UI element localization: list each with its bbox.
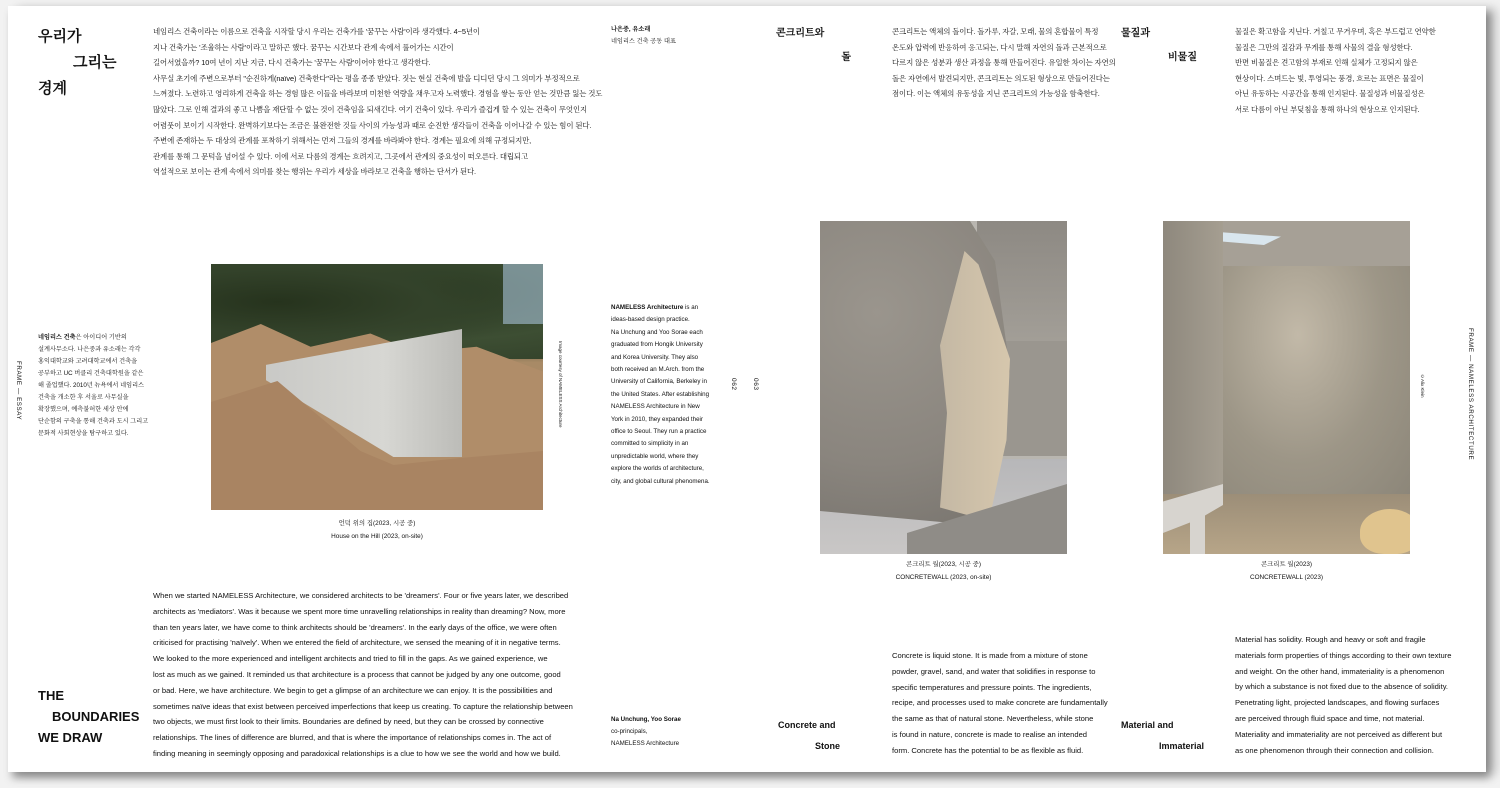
text-line: 서로 다름이 아닌 부딪침을 통해 하나의 현상으로 인지된다. — [1235, 104, 1420, 114]
text-line: city, and global cultural phenomena. — [611, 477, 710, 485]
text-line: We looked to the more experienced and intelligent architects and tried to fill in the gaps. As we gained experience, we — [153, 654, 548, 664]
caption-korean: 콘크리트 월(2023, 시공 중) — [906, 561, 981, 568]
text-line: powder, gravel, sand, and water that solidifies in response to — [892, 666, 1096, 676]
text-line: recipe, and processes used to make concrete are fundamentally — [892, 698, 1108, 708]
text-line: Na Unchung and Yoo Sorae each — [611, 328, 703, 336]
bio-korean — [38, 332, 148, 440]
text-line: 은 아이디어 기반의 — [75, 334, 127, 341]
text-line: 다르지 않은 성분과 생산 과정을 통해 만들어진다. 유일한 차이는 자연의 — [892, 58, 1116, 68]
text-line: form. Concrete has the potential to be as flexible as fluid. — [892, 745, 1084, 755]
text-line: 사무실 초기에 주변으로부터 "순진하게(naïve) 건축한다"라는 평을 종종 받았다. 짓는 현실 건축에 발을 디디던 당시 그 의미가 부정적으로 — [153, 73, 580, 83]
text-line: ideas-based design practice. — [611, 316, 690, 324]
title-line: Concrete and — [778, 720, 836, 730]
photo-concretewall — [1163, 221, 1410, 554]
photo-credit: Image courtesy of NAMELESS Architecture — [558, 341, 563, 428]
photo-credit: ©Alix Klein — [1420, 374, 1425, 398]
title-line: 비물질 — [1168, 52, 1197, 63]
title-line: Material and — [1121, 720, 1174, 730]
author-role: co-principals, — [611, 728, 648, 735]
text-line: 공부하고 UC 버클리 건축대학원을 같은 — [38, 370, 144, 377]
author-english — [611, 714, 681, 750]
title-korean — [38, 24, 116, 102]
text-line: Materiality and immateriality are not perceived as different but — [1235, 729, 1443, 739]
text-line: as one phenomenon through their connection and collision. — [1235, 745, 1434, 755]
text-line: or bad. Here, we have architecture. We begin to get a glimpse of an architecture we can enjoy. It is the possibilities and — [153, 685, 553, 695]
section1-title-english — [778, 715, 840, 757]
text-line: office to Seoul. They run a practice — [611, 428, 707, 436]
title-line: Immaterial — [1158, 741, 1204, 751]
text-line: are perceived through fluid space and time, not material. — [1235, 713, 1425, 723]
title-english — [38, 685, 139, 748]
text-line: materials form properties of things according to their own texture — [1235, 650, 1452, 660]
text-line: 느껴졌다. 노련하고 영리하게 건축을 하는 경험 많은 이들을 바라보며 미천한 역량을 채우고자 노력했다. 경험을 쌓는 동안 얻는 것만큼 잃는 것도 — [153, 89, 603, 99]
text-line: is found in nature, concrete is made to realise an intended — [892, 729, 1088, 739]
title-line: 그리는 — [73, 54, 117, 71]
text-line: by which a substance is not fixed due to the absence of solidity. — [1235, 682, 1449, 692]
author-org: NAMELESS Architecture — [611, 740, 680, 747]
essay-body-english — [153, 588, 573, 762]
title-line: 우리가 — [38, 28, 82, 45]
text-line: 홍익대학교와 고려대학교에서 건축을 — [38, 358, 138, 365]
text-line: 건축을 개소한 후 서울로 사무실을 — [38, 394, 129, 401]
text-line: committed to simplicity in an — [611, 440, 689, 448]
title-line: THE — [38, 688, 64, 703]
magazine-spread — [8, 6, 1486, 772]
bio-english — [611, 302, 710, 488]
title-line: WE DRAW — [38, 730, 103, 745]
text-line: is an — [683, 304, 699, 311]
section2-body-korean — [1235, 24, 1436, 118]
author-korean — [611, 24, 676, 48]
text-line: criticised for practising 'naïvely'. When we entered the field of architecture, we sensed the meaning of it in negative terms. — [153, 638, 561, 648]
text-line: 온도와 압력에 반응하여 응고되는, 다시 말해 자연의 돌과 근본적으로 — [892, 42, 1107, 52]
photo-caption — [1163, 558, 1410, 584]
photo-concretewall-onsite — [820, 221, 1067, 554]
text-line: and weight. On the other hand, immateriality is a phenomenon — [1235, 666, 1445, 676]
text-line: 역설적으로 보이는 관계 속에서 의미를 찾는 행위는 우리가 세상을 바라보고 건축을 행하는 단서가 된다. — [153, 167, 477, 177]
section2-title-english — [1121, 715, 1204, 757]
text-line: sometimes naïve ideas that exist between perceived imperfections that keep us creating. To capture the relationship between — [153, 701, 573, 711]
caption-english: CONCRETEWALL (2023, on-site) — [895, 574, 992, 581]
text-line: 물질은 확고함을 지닌다. 거칠고 무거우며, 혹은 부드럽고 연약한 — [1235, 27, 1436, 36]
caption-english: CONCRETEWALL (2023) — [1249, 574, 1324, 581]
text-line: unpredictable world, where they — [611, 452, 699, 460]
text-line: two objects, we must first look to their limits. Boundaries are defined by need, but they can be crossed by connective — [153, 717, 544, 727]
title-line: 경계 — [38, 80, 67, 97]
text-line: 아닌 유동하는 시공간을 통해 인지된다. 물질성과 비물질성은 — [1235, 89, 1425, 99]
running-head-right: FRAME — NAMELESS ARCHITECTURE — [1467, 328, 1474, 461]
text-line: York in 2010, they expanded their — [611, 415, 703, 423]
bio-bold: 네임리스 건축 — [38, 334, 76, 341]
text-line: architects as 'mediators'. Was it because we spent more time unravelling relationships in reality than dreaming? Now, more — [153, 606, 566, 616]
author-role: 네임리스 건축 공동 대표 — [611, 38, 676, 45]
text-line: finding meaning in seemingly opposing and paradoxical relationships is a clue to how we see the world and how we build. — [153, 748, 561, 758]
text-line: 문화적 사회현상을 탐구하고 있다. — [38, 430, 129, 437]
photo-caption — [820, 558, 1067, 584]
photo-house-on-the-hill — [211, 264, 543, 510]
text-line: 어렴풋이 보이기 시작한다. 완벽하기보다는 조금은 불완전한 것들 사이의 가능성과 때로 순진한 생각들이 건축을 이어나갈 수 있는 힘이 된다. — [153, 120, 592, 130]
text-line: 설계사무소다. 나은중과 유소래는 각각 — [38, 346, 141, 353]
text-line: 물질은 그만의 질감과 무게를 통해 사물의 결을 형성한다. — [1235, 42, 1413, 52]
text-line: 관계를 통해 그 문턱을 넘어설 수 있다. 이에 서로 다름의 경계는 흐려지고, 그곳에서 관계의 중요성이 떠오른다. 대립되고 — [153, 151, 529, 161]
title-line: 돌 — [841, 52, 851, 63]
text-line: 콘크리트는 액체의 돌이다. 돌가루, 자갈, 모래, 물의 혼합물이 특정 — [892, 27, 1099, 36]
page-number-left: 062 — [730, 378, 737, 391]
text-line: Penetrating light, projected landscapes, and flowing surfaces — [1235, 698, 1440, 708]
text-line: 많았다. 그로 인해 결과의 좋고 나쁨을 재단할 수 없는 것이 건축임을 되새긴다. 여기 건축이 있다. 우리가 즐겁게 할 수 있는 건축이 무엇인지 — [153, 104, 588, 114]
text-line: 현상이다. 스며드는 빛, 투영되는 풍경, 흐르는 표면은 물질이 — [1235, 73, 1424, 83]
title-line: 물질과 — [1121, 28, 1150, 39]
section1-body-korean — [892, 24, 1116, 102]
text-line: lost as much as we gained. It reminded us that architecture is a process that cannot be judged by any one outcome, good — [153, 669, 561, 679]
text-line: both received an M.Arch. from the — [611, 366, 705, 374]
text-line: the same as that of natural stone. Nevertheless, while stone — [892, 714, 1094, 724]
photo-caption — [211, 517, 543, 543]
author-names: Na Unchung, Yoo Sorae — [611, 716, 681, 723]
title-line: BOUNDARIES — [52, 709, 140, 724]
text-line: the United States. After establishing — [611, 390, 710, 398]
running-head-left: FRAME — ESSAY — [15, 361, 22, 421]
text-line: 주변에 존재하는 두 대상의 관계를 포착하기 위해서는 먼저 그들의 경계를 바라봐야 한다. 경계는 필요에 의해 규정되지만, — [153, 136, 532, 146]
text-line: and Korea University. They also — [611, 353, 699, 361]
text-line: 반면 비물질은 견고함의 부재로 인해 실체가 고정되지 않은 — [1235, 58, 1418, 68]
text-line: 길어서였을까? 10여 년이 지난 지금, 다시 건축가는 '꿈꾸는 사람'이어야 한다고 생각한다. — [153, 58, 431, 68]
text-line: NAMELESS Architecture in New — [611, 403, 700, 411]
caption-korean: 언덕 위의 집(2023, 시공 중) — [338, 520, 416, 527]
author-names: 나은중, 유소래 — [611, 26, 651, 33]
section2-body-english — [1235, 632, 1452, 758]
text-line: 돌은 자연에서 발견되지만, 콘크리트는 의도된 형상으로 만들어진다는 — [892, 73, 1110, 83]
text-line: 점이다. 이는 액체의 유동성을 지닌 콘크리트의 가능성을 함축한다. — [892, 89, 1100, 99]
title-line: 콘크리트와 — [776, 28, 825, 39]
section1-body-english — [892, 648, 1108, 759]
text-line: than ten years later, we have come to think architects should be 'dreamers'. In the early days of the office, we were often — [153, 622, 557, 632]
text-line: 해 졸업했다. 2010년 뉴욕에서 네임리스 — [38, 382, 145, 389]
text-line: University of California, Berkeley in — [611, 378, 707, 386]
text-line: Concrete is liquid stone. It is made from a mixture of stone — [892, 651, 1088, 660]
title-line: Stone — [814, 741, 840, 751]
text-line: 지나 건축가는 '조율하는 사람'이라고 말하곤 했다. 꿈꾸는 시간보다 관계 속에서 풀어가는 시간이 — [153, 42, 454, 52]
bio-bold: NAMELESS Architecture — [611, 304, 684, 311]
text-line: 확장했으며, 예측불허한 세상 안에 — [38, 406, 129, 413]
text-line: Material has solidity. Rough and heavy or soft and fragile — [1235, 635, 1426, 644]
caption-korean: 콘크리트 월(2023) — [1260, 561, 1313, 568]
text-line: relationships. The lines of difference are blurred, and that is where the importance of relationships comes in. The act of — [153, 733, 552, 743]
essay-body-korean — [153, 24, 602, 180]
section2-title-korean — [1121, 22, 1197, 70]
page-number-right: 063 — [752, 378, 759, 391]
caption-english: House on the Hill (2023, on-site) — [331, 533, 423, 540]
text-line: When we started NAMELESS Architecture, we considered architects to be 'dreamers'. Four or five years later, we described — [153, 591, 569, 600]
text-line: graduated from Hongik University — [611, 341, 703, 349]
text-line: 네임리스 건축이라는 이름으로 건축을 시작할 당시 우리는 건축가를 '꿈꾸는 사람'이라 생각했다. 4~5년이 — [153, 27, 480, 36]
text-line: specific temperatures and pressure points. The ingredients, — [892, 682, 1092, 692]
text-line: explore the worlds of architecture, — [611, 465, 704, 473]
text-line: 단순함의 구축을 통해 건축과 도시 그리고 — [38, 418, 149, 425]
section1-title-korean — [776, 22, 851, 70]
